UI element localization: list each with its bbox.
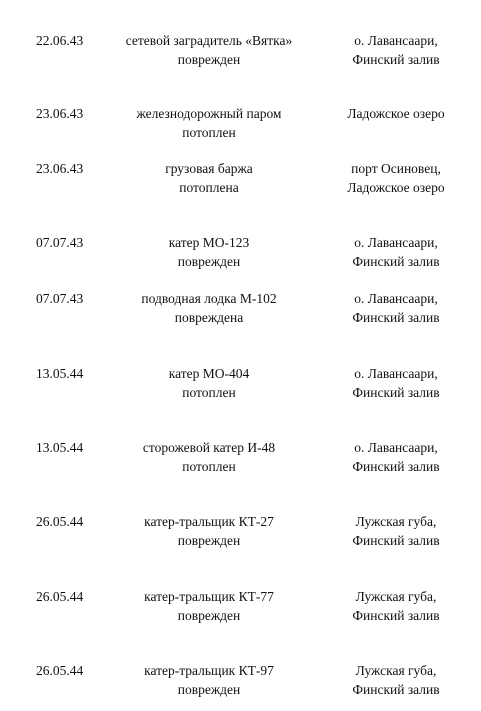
entry-description bbox=[118, 512, 300, 550]
entry-date: 22.06.43 bbox=[36, 33, 84, 48]
entry-status-line: потоплен bbox=[182, 125, 236, 140]
entry-status-line: поврежден bbox=[177, 52, 241, 67]
entry-description-line: катер-тральщик КТ-97 bbox=[144, 663, 274, 678]
entry-status-line: поврежден bbox=[177, 682, 241, 697]
entry-status-line: поврежден bbox=[177, 533, 241, 548]
entry-date: 26.05.44 bbox=[36, 663, 84, 678]
entry-row bbox=[0, 512, 481, 552]
entry-row bbox=[0, 233, 481, 273]
entry-location-region: Финский залив bbox=[352, 310, 440, 325]
entry-date: 23.06.43 bbox=[36, 161, 84, 176]
entry-location-region: Финский залив bbox=[352, 254, 440, 269]
entry-location bbox=[326, 104, 466, 123]
entry-location-line: о. Лавансаари, bbox=[354, 235, 438, 250]
entry-location bbox=[326, 289, 466, 327]
entry-location-line: Лужская губа, bbox=[355, 589, 437, 604]
entry-date: 23.06.43 bbox=[36, 106, 84, 121]
entry-description bbox=[118, 587, 300, 625]
entry-date: 26.05.44 bbox=[36, 589, 84, 604]
entry-location-line: о. Лавансаари, bbox=[354, 440, 438, 455]
entry-description bbox=[118, 661, 300, 699]
entry-location-region: Финский залив bbox=[352, 533, 440, 548]
entry-description bbox=[118, 104, 300, 142]
entry-row bbox=[0, 104, 481, 144]
entry-row bbox=[0, 289, 481, 329]
entry-location-region: Ладожское озеро bbox=[347, 180, 445, 195]
entry-description-line: катер-тральщик КТ-77 bbox=[144, 589, 274, 604]
entry-location bbox=[326, 438, 466, 476]
entry-row bbox=[0, 438, 481, 478]
entry-description-line: подводная лодка М-102 bbox=[141, 291, 277, 306]
entry-status-line: повреждена bbox=[174, 310, 244, 325]
entry-description-line: катер МО-123 bbox=[168, 235, 250, 250]
entry-location-region: Финский залив bbox=[352, 459, 440, 474]
entry-location-line: Лужская губа, bbox=[355, 514, 437, 529]
entry-status-line: поврежден bbox=[177, 608, 241, 623]
entry-description-line: сторожевой катер И-48 bbox=[142, 440, 276, 455]
entry-description-line: железнодорожный паром bbox=[136, 106, 282, 121]
entry-status-line: потоплен bbox=[182, 385, 236, 400]
entry-location bbox=[326, 233, 466, 271]
entry-description-line: катер МО-404 bbox=[168, 366, 250, 381]
entry-location-line: о. Лавансаари, bbox=[354, 291, 438, 306]
entry-location bbox=[326, 512, 466, 550]
entry-location bbox=[326, 364, 466, 402]
entry-row bbox=[0, 587, 481, 627]
entry-status-line: поврежден bbox=[177, 254, 241, 269]
entry-date: 13.05.44 bbox=[36, 366, 84, 381]
entry-description bbox=[118, 31, 300, 69]
entry-location-line: о. Лавансаари, bbox=[354, 366, 438, 381]
entry-location-line: Лужская губа, bbox=[355, 663, 437, 678]
entry-description-line: грузовая баржа bbox=[165, 161, 253, 176]
entry-location-line: о. Лавансаари, bbox=[354, 33, 438, 48]
entry-description bbox=[118, 233, 300, 271]
entry-date: 07.07.43 bbox=[36, 291, 84, 306]
entry-location-line: Ладожское озеро bbox=[347, 106, 445, 121]
entry-location bbox=[326, 31, 466, 69]
entry-row bbox=[0, 31, 481, 71]
entry-description-line: сетевой заградитель «Вятка» bbox=[125, 33, 293, 48]
entry-row bbox=[0, 159, 481, 199]
entry-date: 07.07.43 bbox=[36, 235, 84, 250]
entry-location-region: Финский залив bbox=[352, 608, 440, 623]
entry-description bbox=[118, 438, 300, 476]
entry-description bbox=[118, 364, 300, 402]
entry-location bbox=[326, 587, 466, 625]
entry-location-region: Финский залив bbox=[352, 52, 440, 67]
entry-location-line: порт Осиновец, bbox=[351, 161, 441, 176]
entry-status-line: потоплена bbox=[179, 180, 239, 195]
entry-date: 13.05.44 bbox=[36, 440, 84, 455]
entry-location bbox=[326, 661, 466, 699]
entry-description bbox=[118, 159, 300, 197]
entry-location-region: Финский залив bbox=[352, 385, 440, 400]
entry-row bbox=[0, 364, 481, 404]
entry-date: 26.05.44 bbox=[36, 514, 84, 529]
entry-status-line: потоплен bbox=[182, 459, 236, 474]
entry-description-line: катер-тральщик КТ-27 bbox=[144, 514, 274, 529]
entry-row bbox=[0, 661, 481, 701]
entry-location bbox=[326, 159, 466, 197]
entry-location-region: Финский залив bbox=[352, 682, 440, 697]
entry-description bbox=[118, 289, 300, 327]
